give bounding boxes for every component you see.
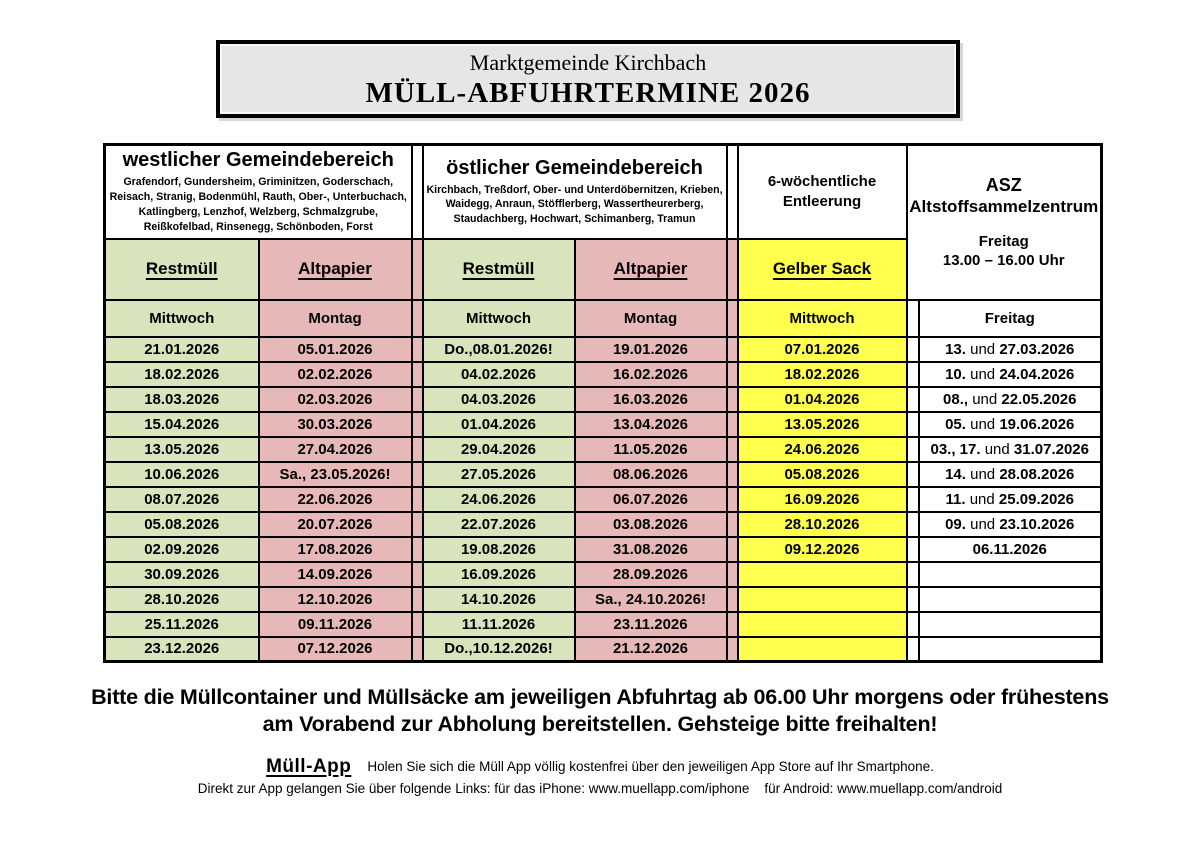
east-altpapier-date: 08.06.2026 <box>575 462 727 487</box>
east-restmuell-date: 19.08.2026 <box>423 537 575 562</box>
gelber-sack-date: 13.05.2026 <box>738 412 907 437</box>
spacer-cell <box>907 537 919 562</box>
app-name-label: Müll-App <box>266 756 352 777</box>
spacer-cell <box>907 462 919 487</box>
weekday-cell: Montag <box>259 300 412 337</box>
west-altpapier-date: Sa., 23.05.2026! <box>259 462 412 487</box>
table-row <box>105 387 1102 412</box>
spacer-cell <box>907 337 919 362</box>
spacer-cell <box>727 362 738 387</box>
east-altpapier-date: 16.02.2026 <box>575 362 727 387</box>
spacer-cell <box>412 412 423 437</box>
spacer-cell <box>412 437 423 462</box>
east-altpapier-date: 21.12.2026 <box>575 637 727 662</box>
west-region-title: westlicher Gemeindebereich <box>122 149 394 172</box>
west-altpapier-date: 07.12.2026 <box>259 637 412 662</box>
gelber-sack-date: 05.08.2026 <box>738 462 907 487</box>
table-row <box>105 587 1102 612</box>
app-info-text: Holen Sie sich die Müll App völlig kostenfrei über den jeweiligen App Store auf Ihr Smartphone. <box>367 759 934 774</box>
west-restmuell-date: 02.09.2026 <box>105 537 259 562</box>
gelber-sack-label: Gelber Sack <box>738 239 907 300</box>
spacer-cell <box>907 437 919 462</box>
spacer-cell <box>727 487 738 512</box>
spacer-cell <box>727 412 738 437</box>
spacer-cell <box>412 337 423 362</box>
spacer-cell <box>907 512 919 537</box>
table-row <box>105 512 1102 537</box>
document-title: MÜLL-ABFUHRTERMINE 2026 <box>365 77 811 109</box>
gelber-sack-date: 18.02.2026 <box>738 362 907 387</box>
spacer-cell <box>412 562 423 587</box>
asz-date: 05. und 19.06.2026 <box>919 412 1102 437</box>
table-row <box>105 462 1102 487</box>
spacer-cell <box>907 487 919 512</box>
asz-date <box>919 612 1102 637</box>
east-restmuell-date: 01.04.2026 <box>423 412 575 437</box>
spacer-cell <box>907 612 919 637</box>
west-altpapier-date: 02.03.2026 <box>259 387 412 412</box>
asz-date <box>919 637 1102 662</box>
east-altpapier-date: 19.01.2026 <box>575 337 727 362</box>
weekday-cell: Mittwoch <box>738 300 907 337</box>
west-altpapier-date: 22.06.2026 <box>259 487 412 512</box>
west-altpapier-date: 02.02.2026 <box>259 362 412 387</box>
spacer-cell <box>412 387 423 412</box>
spacer-cell <box>727 239 738 300</box>
six-week-header: 6-wöchentliche Entleerung <box>738 145 907 239</box>
west-restmuell-date: 10.06.2026 <box>105 462 259 487</box>
west-restmuell-date: 30.09.2026 <box>105 562 259 587</box>
west-restmuell-date: 25.11.2026 <box>105 612 259 637</box>
asz-abbr: ASZ <box>985 174 1022 195</box>
app-info-line2: Direkt zur App gelangen Sie über folgende Links: für das iPhone: www.muellapp.com/iphone für Android: www.muellapp.com/android <box>197 781 1003 796</box>
spacer-cell <box>727 337 738 362</box>
west-altpapier-date: 12.10.2026 <box>259 587 412 612</box>
gelber-sack-date: 28.10.2026 <box>738 512 907 537</box>
spacer-cell <box>727 537 738 562</box>
gelber-sack-date: 07.01.2026 <box>738 337 907 362</box>
table-row <box>105 637 1102 662</box>
west-region-villages: Grafendorf, Gundersheim, Griminitzen, Goderschach, Reisach, Stranig, Bodenmühl, Rauth, Ober-, Unterbuchach, Katlingberg, Lenzhof, Welzberg, Schmalzgrube, Reißkofelbad, Rinsenegg, Schönboden, Forst <box>109 176 407 233</box>
spacer-cell <box>907 387 919 412</box>
spacer-cell <box>907 587 919 612</box>
east-restmuell-date: 04.03.2026 <box>423 387 575 412</box>
east-restmuell-date: 16.09.2026 <box>423 562 575 587</box>
spacer-cell <box>907 637 919 662</box>
east-restmuell-date: Do.,08.01.2026! <box>423 337 575 362</box>
spacer-cell <box>727 512 738 537</box>
region-header-row <box>105 145 1102 239</box>
spacer-cell <box>727 145 738 239</box>
spacer-cell <box>727 587 738 612</box>
spacer-cell <box>412 239 423 300</box>
table-row <box>105 487 1102 512</box>
spacer-cell <box>412 300 423 337</box>
spacer-cell <box>907 562 919 587</box>
spacer-cell <box>412 362 423 387</box>
west-altpapier-label: Altpapier <box>259 239 412 300</box>
spacer-cell <box>907 300 919 337</box>
spacer-cell <box>412 537 423 562</box>
spacer-cell <box>412 487 423 512</box>
spacer-cell <box>412 145 423 239</box>
asz-name: Altstoffsammelzentrum <box>909 197 1099 217</box>
east-altpapier-date: Sa., 24.10.2026! <box>575 587 727 612</box>
spacer-cell <box>727 562 738 587</box>
gelber-sack-date: 24.06.2026 <box>738 437 907 462</box>
gelber-sack-date: 16.09.2026 <box>738 487 907 512</box>
west-restmuell-date: 18.02.2026 <box>105 362 259 387</box>
east-restmuell-date: 04.02.2026 <box>423 362 575 387</box>
spacer-cell <box>412 462 423 487</box>
asz-date: 03., 17. und 31.07.2026 <box>919 437 1102 462</box>
west-altpapier-date: 20.07.2026 <box>259 512 412 537</box>
table-row <box>105 337 1102 362</box>
west-restmuell-date: 05.08.2026 <box>105 512 259 537</box>
west-restmuell-date: 21.01.2026 <box>105 337 259 362</box>
asz-date: 14. und 28.08.2026 <box>919 462 1102 487</box>
west-restmuell-label: Restmüll <box>105 239 259 300</box>
asz-date: 09. und 23.10.2026 <box>919 512 1102 537</box>
spacer-cell <box>727 437 738 462</box>
table-row <box>105 362 1102 387</box>
east-altpapier-date: 11.05.2026 <box>575 437 727 462</box>
spacer-cell <box>727 300 738 337</box>
weekday-cell: Montag <box>575 300 727 337</box>
east-altpapier-date: 31.08.2026 <box>575 537 727 562</box>
east-altpapier-date: 23.11.2026 <box>575 612 727 637</box>
asz-date: 13. und 27.03.2026 <box>919 337 1102 362</box>
table-row <box>105 412 1102 437</box>
weekday-cell: Mittwoch <box>423 300 575 337</box>
east-altpapier-label: Altpapier <box>575 239 727 300</box>
asz-date: 08., und 22.05.2026 <box>919 387 1102 412</box>
app-info-line1 <box>0 756 1200 778</box>
west-restmuell-date: 28.10.2026 <box>105 587 259 612</box>
east-region-header <box>423 145 727 239</box>
table-row <box>105 562 1102 587</box>
east-altpapier-date: 03.08.2026 <box>575 512 727 537</box>
asz-date <box>919 587 1102 612</box>
east-restmuell-date: 14.10.2026 <box>423 587 575 612</box>
west-restmuell-date: 13.05.2026 <box>105 437 259 462</box>
west-region-header <box>105 145 412 239</box>
west-altpapier-date: 30.03.2026 <box>259 412 412 437</box>
spacer-cell <box>907 362 919 387</box>
asz-date: 10. und 24.04.2026 <box>919 362 1102 387</box>
east-restmuell-date: 24.06.2026 <box>423 487 575 512</box>
west-altpapier-date: 14.09.2026 <box>259 562 412 587</box>
spacer-cell <box>727 612 738 637</box>
east-restmuell-date: 22.07.2026 <box>423 512 575 537</box>
spacer-cell <box>412 512 423 537</box>
table-row <box>105 612 1102 637</box>
asz-open-hours: 13.00 – 16.00 Uhr <box>942 252 1065 270</box>
gelber-sack-date <box>738 637 907 662</box>
east-altpapier-date: 06.07.2026 <box>575 487 727 512</box>
spacer-cell <box>727 462 738 487</box>
gelber-sack-date <box>738 562 907 587</box>
spacer-cell <box>907 412 919 437</box>
spacer-cell <box>412 612 423 637</box>
west-altpapier-date: 05.01.2026 <box>259 337 412 362</box>
gelber-sack-date <box>738 612 907 637</box>
spacer-cell <box>727 387 738 412</box>
west-restmuell-date: 23.12.2026 <box>105 637 259 662</box>
weekday-cell: Freitag <box>919 300 1102 337</box>
weekday-cell: Mittwoch <box>105 300 259 337</box>
west-restmuell-date: 08.07.2026 <box>105 487 259 512</box>
asz-date: 06.11.2026 <box>919 537 1102 562</box>
east-altpapier-date: 16.03.2026 <box>575 387 727 412</box>
asz-date <box>919 562 1102 587</box>
east-restmuell-label: Restmüll <box>423 239 575 300</box>
east-restmuell-date: Do.,10.12.2026! <box>423 637 575 662</box>
title-box <box>216 40 960 118</box>
spacer-cell <box>727 637 738 662</box>
east-restmuell-date: 29.04.2026 <box>423 437 575 462</box>
asz-header <box>907 145 1102 300</box>
west-altpapier-date: 17.08.2026 <box>259 537 412 562</box>
west-restmuell-date: 15.04.2026 <box>105 412 259 437</box>
waste-schedule-table <box>103 143 1103 663</box>
east-region-title: östlicher Gemeindebereich <box>446 156 703 179</box>
table-row <box>105 537 1102 562</box>
east-altpapier-date: 13.04.2026 <box>575 412 727 437</box>
gelber-sack-date: 01.04.2026 <box>738 387 907 412</box>
pickup-notice: Bitte die Müllcontainer und Müllsäcke am jeweiligen Abfuhrtag ab 06.00 Uhr morgens oder frühestens am Vorabend zur Abholung bereitstellen. Gehsteige bitte freihalten! <box>91 685 1109 736</box>
west-altpapier-date: 09.11.2026 <box>259 612 412 637</box>
weekday-row <box>105 300 1102 337</box>
spacer-cell <box>412 637 423 662</box>
table-row <box>105 437 1102 462</box>
municipality-name: Marktgemeinde Kirchbach <box>469 50 707 75</box>
gelber-sack-date: 09.12.2026 <box>738 537 907 562</box>
east-restmuell-date: 27.05.2026 <box>423 462 575 487</box>
west-restmuell-date: 18.03.2026 <box>105 387 259 412</box>
spacer-cell <box>412 587 423 612</box>
east-region-villages: Kirchbach, Treßdorf, Ober- und Unterdöbernitzen, Krieben, Waidegg, Anraun, Stöfflerberg, Wassertheurerberg, Staudachberg, Hochwart, Schimanberg, Tramun <box>426 183 723 226</box>
west-altpapier-date: 27.04.2026 <box>259 437 412 462</box>
asz-open-day: Freitag <box>978 233 1029 251</box>
east-restmuell-date: 11.11.2026 <box>423 612 575 637</box>
east-altpapier-date: 28.09.2026 <box>575 562 727 587</box>
gelber-sack-date <box>738 587 907 612</box>
asz-date: 11. und 25.09.2026 <box>919 487 1102 512</box>
